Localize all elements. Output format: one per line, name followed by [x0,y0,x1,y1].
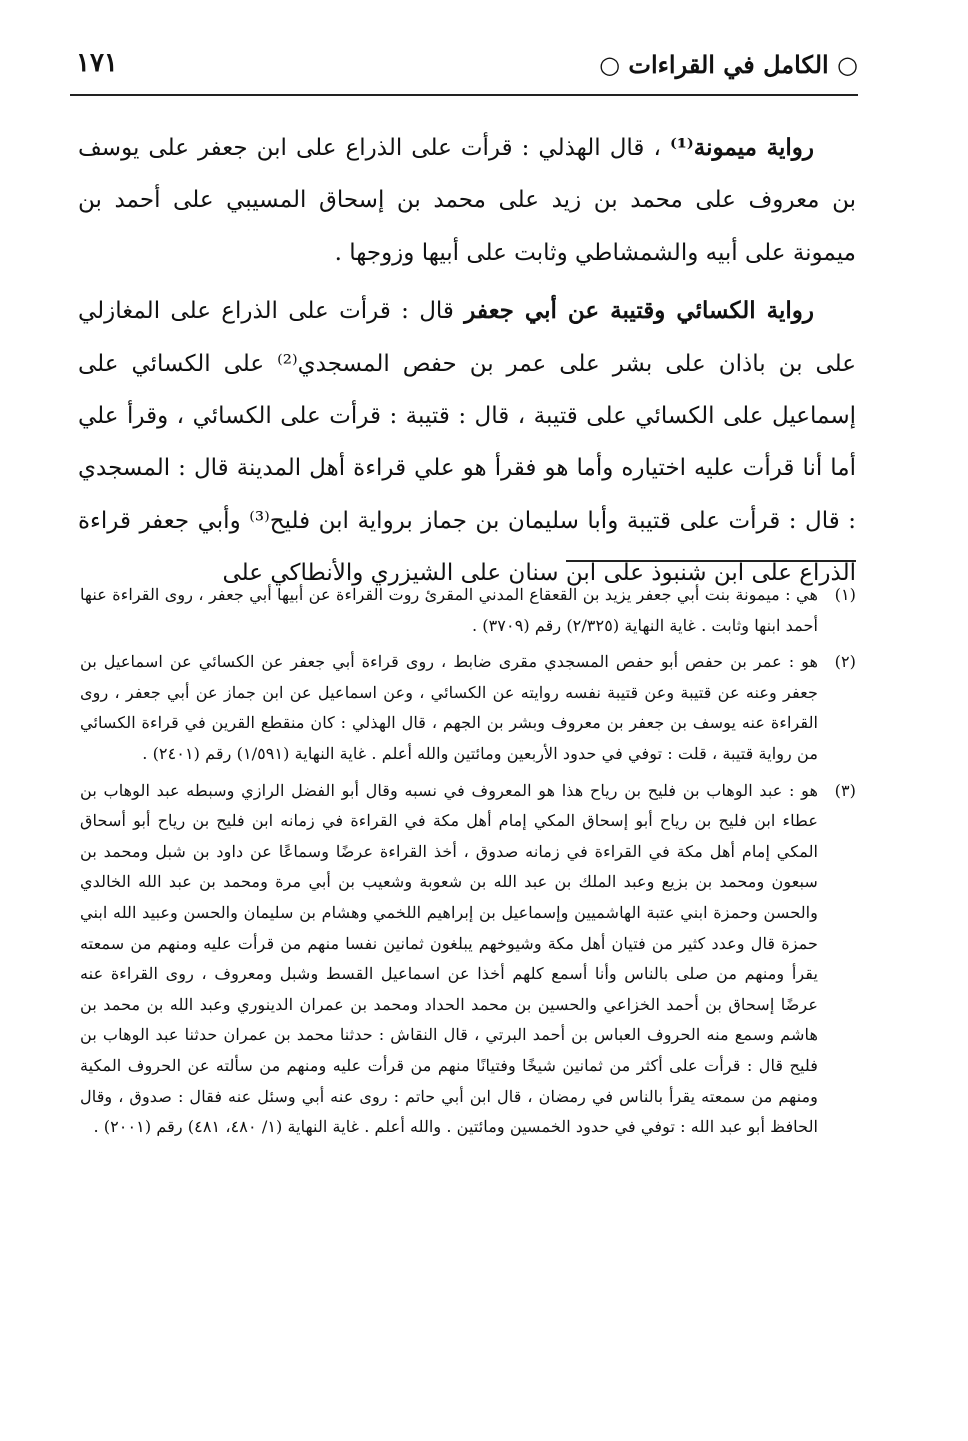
running-title: ○ الكامل في القراءات ○ [599,50,858,79]
footnote-number: (٢) [834,652,856,672]
paragraph [78,122,856,279]
main-text [78,122,856,600]
paragraph [78,285,856,599]
footnote-separator [566,560,856,562]
paragraph-heading: رواية ميمونة⁽¹⁾ [669,134,814,161]
footnote-text: هو : عبد الوهاب بن فليح بن رياح هذا هو المعروف في نسبه وقال أبو الفضل الرازي وسبطه عبد الوهاب بن عطاء ابن فليح بن رياح أبو إسحاق المكي إمام أهل مكة في القراءة في زمانه ابن فليح بن رياح أبو أسحاق المكي إمام أهل مكة في القراءة في زمانه صدوق ، أخذ القراءة عرضًا وسماعًا عن داود بن شبل ومحمد بن سبعون ومحمد بن بزيع وعبد الملك بن عبد الله بن شعوبة وشعيب بن أبي مرة ومحمد بن عبد الله الخالدي والحسن وحمزة ابني عتبة الهاشميين وإسماعيل بن إبراهيم اللخمي وهشام بن سليمان والحسن وعبيد الله ابني حمزة قال وعدد كثير من فتيان أهل مكة وشيوخهم يبلغون ثمانين نفسا منهم من قرأت عليه ومنهم من سمعته يقرأ ومنهم من صلى بالناس وأنا أسمع كلهم أخذا عن اسماعيل القسط وشبل ومعروف ، روى القراءة عنه عرضًا إسحاق بن أحمد الخزاعي والحسين بن محمد الحداد ومحمد بن عمران الدينوري وعبد الله بن محمد بن هاشم وسمع منه الحروف العباس بن أحمد البرتي ، قال النقاش : حدثنا محمد بن عمران حدثنا عبد الوهاب بن فليح قال : قرأت على أكثر من ثمانين شيخًا وفتيانًا منهم من قرأت عليه ومنهم من سألته عن الحروف المكية ومنهم من سمعته يقرأ بالناس في رمضان ، قال ابن أبي حاتم : روى عنه أبي وسئل عنه فقال : صدوق ، وقال الحافظ أبو عبد الله : توفي في حدود الخمسين ومائتين . والله أعلم . غاية النهاية (١/ ٤٨٠، ٤٨١) رقم (٢٠٠١) . [80,780,818,1137]
footnote-text: هي : ميمونة بنت أبي جعفر يزيد بن القعقاع المدني المقرئ روت القراءة عن أبيها أبي جعفر ، روى القراءة عنها أحمد ابنها وثابت . غاية النهاية (٢/٣٢٥) رقم (٣٧٠٩) . [80,585,818,635]
footnote [80,776,856,1143]
page-number: ١٧١ [76,48,118,78]
footnote-number: (١) [834,585,856,604]
paragraph-heading: رواية الكسائي وقتيبة عن أبي جعفر [464,297,814,325]
footnotes [80,580,856,1143]
page-header [70,46,858,96]
footnote-text: هو : عمر بن حفص أبو حفص المسجدي مقرى ضابط ، روى قراءة أبي جعفر عن الكسائي عن اسماعيل بن جعفر وعنه عن قتيبة وعن قتيبة نفسه روايته عن الكسائي ، وعن اسماعيل عن ابن جماز عن أبي جعفر ، روى القراءة عنه يوسف بن جعفر بن معروف وبشر بن الجهم ، قال الهذلي : كان منقطع القرين في قراءة الكسائي من رواية قتيبة ، قلت : توفي في حدود الأربعين ومائتين والله أعلم . غاية النهاية (١/٥٩١) رقم (٢٤٠١) . [80,652,818,763]
paragraph-text: ، قال الهذلي : قرأت على الذراع على ابن جعفر على يوسف بن معروف على محمد بن زيد على محمد بن إسحاق المسيبي على أحمد بن ميمونة على أبيه والشمشاطي وثابت على أبيها وزوجها . [78,135,856,266]
footnote [80,647,856,769]
footnote-number: (٣) [834,780,856,800]
paragraph-text: قال : قرأت على الذراع على المغازلي على بن باذان على بشر على عمر بن حفص المسجدي⁽²⁾ على الكسائي على إسماعيل على الكسائي على قتيبة ، قال : قتيبة : قرأت على الكسائي ، وقرأ علي أما أنا قرأت عليه اختياره وأما هو فقرأ هو علي قراءة أهل المدينة قال : المسجدي : قال : قرأت على قتيبة وأبا سليمان بن جماز برواية ابن فليح⁽³⁾ وأبي جعفر قراءة الذراع على ابن شنبوذ على ابن سنان على الشيزري والأنطاكي على [78,298,856,587]
footnote [80,580,856,641]
